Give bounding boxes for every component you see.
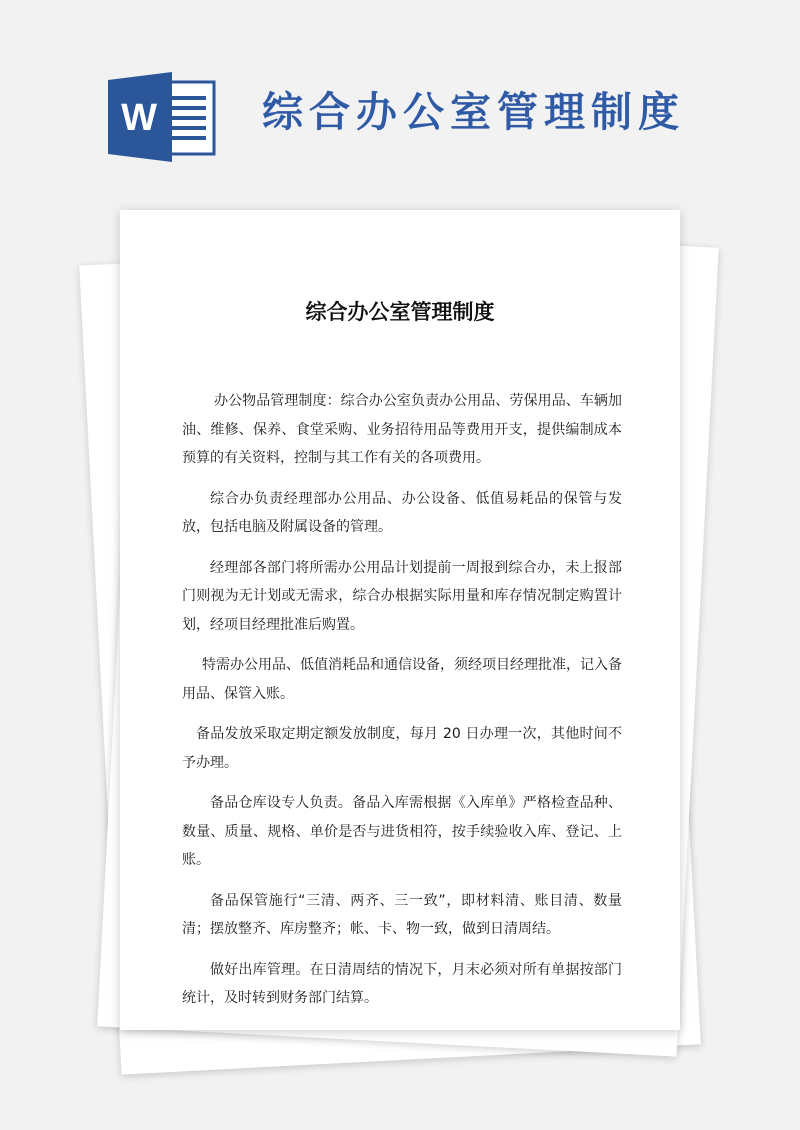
paragraph-office-supplies-policy: 办公物品管理制度：综合办公室负责办公用品、劳保用品、车辆加油、维修、保养、食堂采购、业务招待用品等费用开支，提供编制成本预算的有关资料，控制与其工作有关的各项费用。 bbox=[182, 393, 622, 466]
paragraph-special-supplies: 特需办公用品、低值消耗品和通信设备，须经项目经理批准，记入备用品、保管入账。 bbox=[182, 657, 622, 702]
document-page bbox=[120, 210, 680, 1030]
paragraph-purchase-plan: 经理部各部门将所需办公用品计划提前一周报到综合办，未上报部门则视为无计划或无需求，综合办根据实际用量和库存情况制定购置计划，经项目经理批准后购置。 bbox=[182, 559, 622, 633]
word-document-icon bbox=[108, 72, 218, 162]
document-title: 综合办公室管理制度 bbox=[305, 300, 495, 324]
paragraph-outbound-management: 做好出库管理。在日清周结的情况下，月末必须对所有单据按部门统计，及时转到财务部门结算。 bbox=[182, 961, 622, 1006]
paragraph-custody-distribution: 综合办负责经理部办公用品、办公设备、低值易耗品的保管与发放，包括电脑及附属设备的管理。 bbox=[182, 490, 622, 535]
page-header bbox=[0, 0, 800, 190]
paragraph-storage-rules: 备品保管施行“三清、两齐、三一致”，即材料清、账目清、数量清；摆放整齐、库房整齐；帐、卡、物一致，做到日清周结。 bbox=[182, 892, 622, 937]
paragraph-warehouse-intake: 备品仓库设专人负责。备品入库需根据《入库单》严格检查品种、数量、质量、规格、单价是否与进货相符，按手续验收入库、登记、上账。 bbox=[182, 795, 622, 868]
header-title: 综合办公室管理制度 bbox=[262, 88, 685, 136]
paragraph-distribution-schedule: 备品发放采取定期定额发放制度，每月 20 日办理一次，其他时间不予办理。 bbox=[182, 726, 622, 771]
logo-letter: W bbox=[121, 97, 157, 139]
document-body bbox=[182, 387, 622, 1025]
